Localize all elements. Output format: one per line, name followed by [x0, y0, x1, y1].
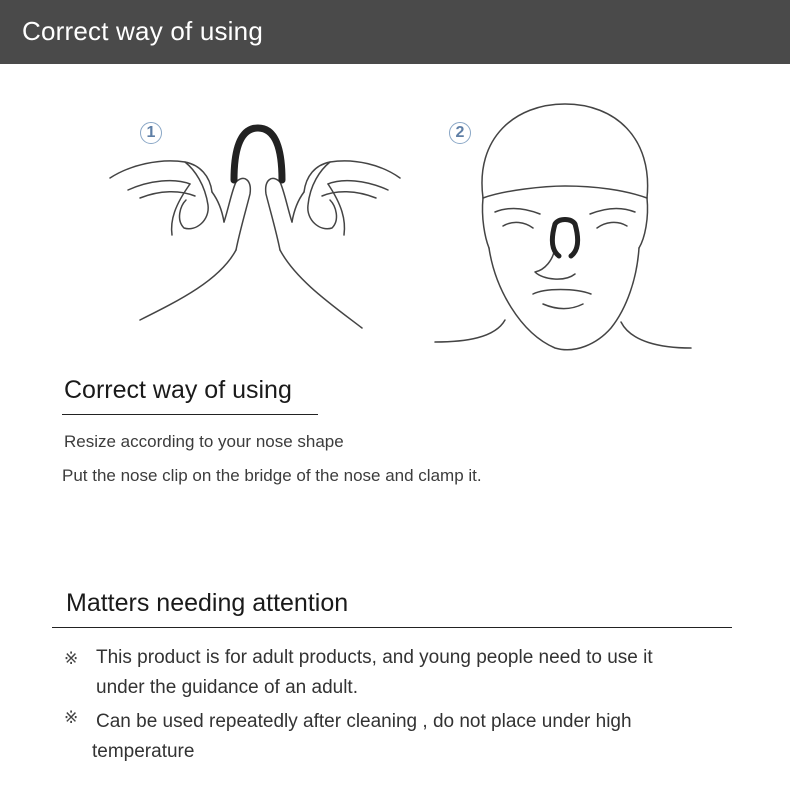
face-wearing-clip-illustration — [425, 98, 705, 378]
step-1-badge: 1 — [140, 122, 162, 144]
usage-title-underline — [62, 414, 318, 415]
attention-title: Matters needing attention — [66, 589, 349, 617]
note-2-line-2: temperature — [92, 741, 195, 762]
header-bar — [0, 0, 790, 64]
note-2-line-1: Can be used repeatedly after cleaning , do not place under high — [96, 711, 632, 732]
step-2-badge: 2 — [449, 122, 471, 144]
usage-title: Correct way of using — [64, 376, 292, 404]
note-1-reference-mark: ※ — [64, 649, 79, 668]
note-1-line-2: under the guidance of an adult. — [96, 677, 358, 698]
attention-title-underline — [52, 627, 732, 628]
usage-line-2: Put the nose clip on the bridge of the nose and clamp it. — [62, 466, 482, 485]
note-2-reference-mark: ※ — [64, 708, 79, 727]
header-title: Correct way of using — [22, 16, 263, 46]
usage-line-1: Resize according to your nose shape — [64, 432, 344, 451]
note-1-line-1: This product is for adult products, and young people need to use it — [96, 647, 653, 668]
hands-holding-clip-illustration — [100, 110, 420, 350]
